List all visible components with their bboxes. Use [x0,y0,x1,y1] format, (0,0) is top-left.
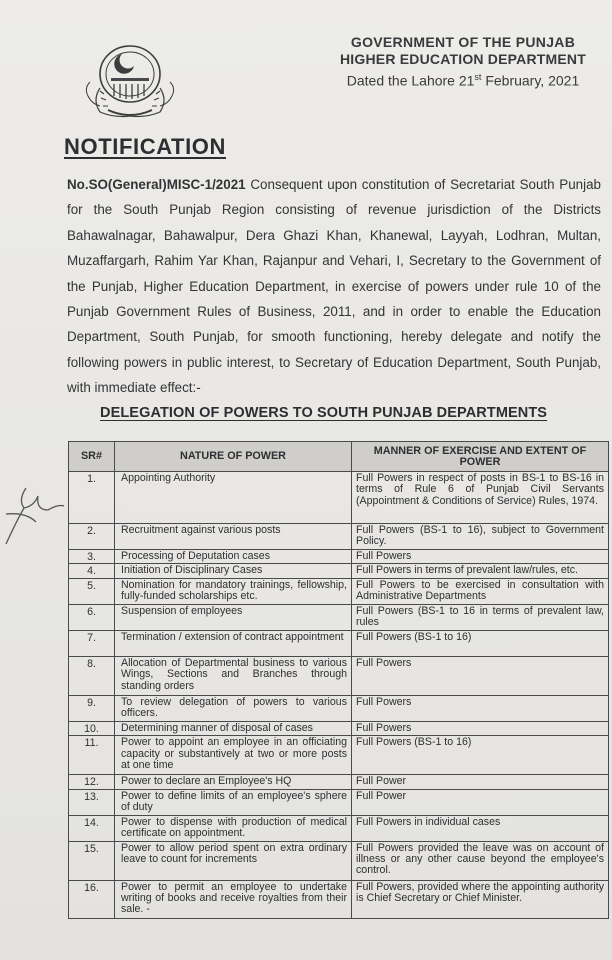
table-row [69,775,609,789]
powers-table [68,441,609,919]
row-nature: Power to allow period spent on extra ordinary leave to count for increments [115,841,352,880]
punjab-emblem-icon [78,38,182,122]
delegation-title: DELEGATION OF POWERS TO SOUTH PUNJAB DEPARTMENTS [100,405,548,421]
row-nature: Determining manner of disposal of cases [115,721,352,735]
row-sr: 7. [69,630,115,656]
row-manner: Full Powers (BS-1 to 16) [352,736,609,775]
table-row [69,630,609,656]
row-manner: Full Powers [352,550,609,564]
row-manner: Full Powers (BS-1 to 16), subject to Government Policy. [352,524,609,550]
header-sr: SR# [69,442,115,472]
government-name: GOVERNMENT OF THE PUNJAB [350,34,576,50]
row-manner: Full Powers [352,721,609,735]
row-nature: Initiation of Disciplinary Cases [115,564,352,578]
row-manner: Full Powers [352,656,609,695]
row-manner: Full Power [352,775,609,789]
row-manner: Full Powers in respect of posts in BS-1 to BS-16 in terms of Rule 6 of Punjab Civil Servants (Appointment & Conditions of Service) Rules, 1974. [352,472,609,524]
table-row [69,578,609,604]
table-row [69,815,609,841]
row-sr: 16. [69,880,115,918]
table-row [69,880,609,918]
row-nature: Recruitment against various posts [115,524,352,550]
row-nature: Suspension of employees [115,604,352,630]
table-row [69,472,609,524]
row-manner: Full Powers, provided where the appointing authority is Chief Secretary or Chief Minister. [352,880,609,918]
row-sr: 5. [69,578,115,604]
header-manner: MANNER OF EXERCISE AND EXTENT OF POWER [352,442,609,472]
row-nature: To review delegation of powers to various officers. [115,695,352,721]
row-sr: 15. [69,841,115,880]
row-manner: Full Powers [352,695,609,721]
date-line: Dated the Lahore 21st February, 2021 [346,72,580,89]
row-nature: Power to define limits of an employee's sphere of duty [115,789,352,815]
table-row [69,564,609,578]
row-sr: 10. [69,721,115,735]
row-nature: Power to appoint an employee in an officiating capacity or substantively at two or more posts at one time [115,736,352,775]
row-sr: 12. [69,775,115,789]
row-manner: Full Powers in individual cases [352,815,609,841]
row-sr: 2. [69,524,115,550]
row-sr: 14. [69,815,115,841]
table-header-row [69,442,609,472]
notification-number: No.SO(General)MISC-1/2021 [67,177,246,192]
table-row [69,656,609,695]
row-nature: Appointing Authority [115,472,352,524]
row-manner: Full Powers to be exercised in consultation with Administrative Departments [352,578,609,604]
row-sr: 11. [69,736,115,775]
row-manner: Full Power [352,789,609,815]
header-nature: NATURE OF POWER [115,442,352,472]
row-nature: Power to dispense with production of medical certificate on appointment. [115,815,352,841]
table-row [69,789,609,815]
row-manner: Full Powers in terms of prevalent law/rules, etc. [352,564,609,578]
row-nature: Termination / extension of contract appointment [115,630,352,656]
department-name: HIGHER EDUCATION DEPARTMENT [340,51,586,67]
table-row [69,695,609,721]
row-sr: 4. [69,564,115,578]
row-sr: 8. [69,656,115,695]
letterhead [328,34,598,90]
table-row [69,550,609,564]
row-sr: 6. [69,604,115,630]
row-nature: Nomination for mandatory trainings, fellowship, fully-funded scholarships etc. [115,578,352,604]
table-row [69,736,609,775]
table-row [69,841,609,880]
row-sr: 9. [69,695,115,721]
row-manner: Full Powers provided the leave was on account of illness or any other cause beyond the employee's control. [352,841,609,880]
row-sr: 13. [69,789,115,815]
signature-icon [2,480,68,550]
row-manner: Full Powers (BS-1 to 16 in terms of prevalent law, rules [352,604,609,630]
table-row [69,721,609,735]
row-manner: Full Powers (BS-1 to 16) [352,630,609,656]
table-row [69,524,609,550]
row-nature: Processing of Deputation cases [115,550,352,564]
body-text: Consequent upon constitution of Secretariat South Punjab for the South Punjab Region consisting of revenue jurisdiction of the Districts Bahawalnagar, Bahawalpur, Dera Ghazi Khan, Khanewal, Layyah, Lodhran, Multan, Muzaffargarh, Rahim Yar Khan, Rajanpur and Vehari, I, Secretary to the Government of the Punjab, Higher Education Department, in exercise of powers under rule 10 of the Punjab Government Rules of Business, 2011, and in order to enable the Education Department, South Punjab, for smooth functioning, hereby delegate and notify the following powers in public interest, to Secretary of Education Department, South Punjab, with immediate effect:- [67,177,601,396]
row-sr: 3. [69,550,115,564]
row-nature: Power to declare an Employee's HQ [115,775,352,789]
table-row [69,604,609,630]
notification-body [67,172,601,401]
row-nature: Allocation of Departmental business to various Wings, Sections and Branches through standing orders [115,656,352,695]
row-nature: Power to permit an employee to undertake writing of books and receive royalties from their sale. - [115,880,352,918]
row-sr: 1. [69,472,115,524]
notification-title: NOTIFICATION [64,134,226,159]
